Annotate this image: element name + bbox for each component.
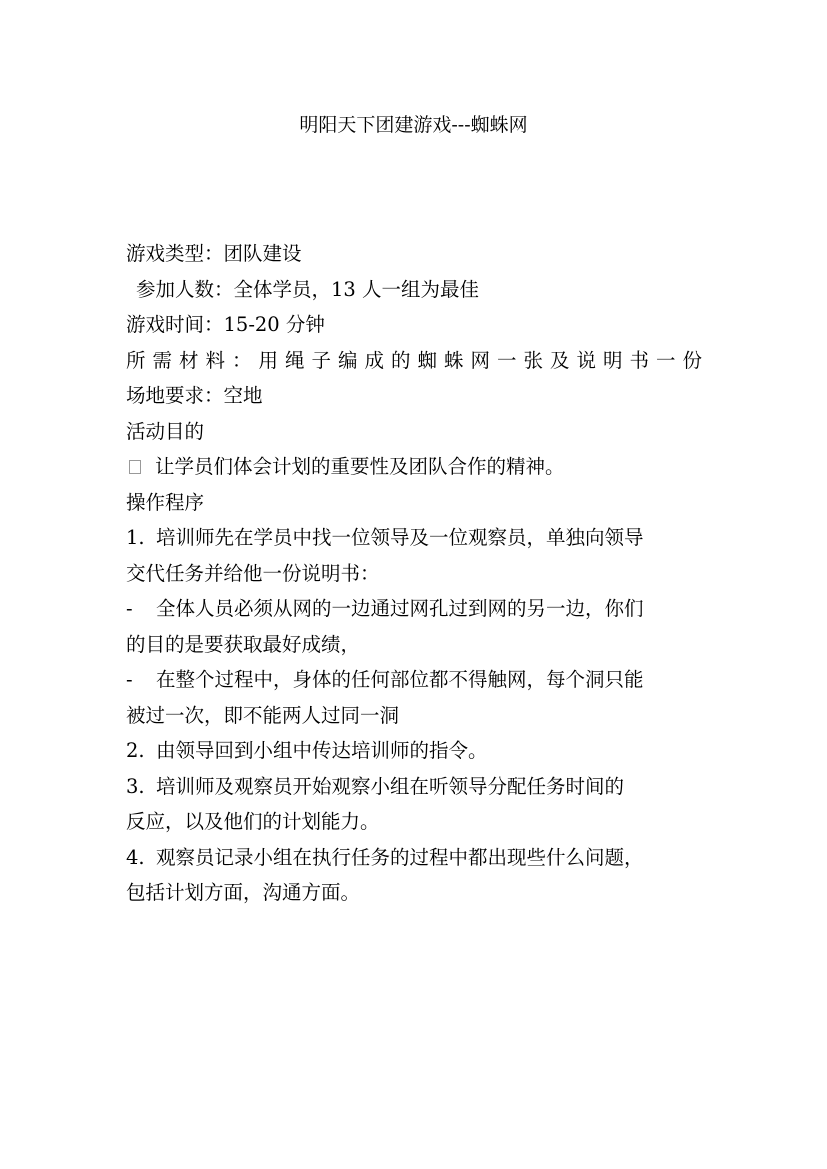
step-4-text: 观察员记录小组在执行任务的过程中都出现些什么问题，	[156, 845, 644, 869]
document-title: 明阳天下团建游戏---蜘蛛网	[299, 114, 528, 136]
step-2-text: 由领导回到小组中传达培训师的指令。	[156, 739, 488, 762]
document-body	[126, 236, 702, 911]
info-venue: 场地要求：空地	[126, 384, 263, 407]
rule-1-dash: -	[126, 597, 133, 620]
rule-2-line-1	[126, 662, 702, 698]
info-duration: 游戏时间：15-20 分钟	[126, 313, 325, 336]
step-4-number: 4.	[126, 845, 145, 869]
rule-1-text: 全体人员必须从网的一边通过网孔过到网的另一边，你们	[156, 597, 644, 620]
step-3-line-2: 反应，以及他们的计划能力。	[126, 810, 380, 833]
step-1-line-1	[126, 520, 702, 556]
step-1-text: 培训师先在学员中找一位领导及一位观察员，单独向领导	[156, 526, 644, 549]
step-2-line-1	[126, 733, 702, 769]
rule-2-dash: -	[126, 668, 133, 691]
step-4-line-1	[126, 840, 702, 876]
info-materials: 所需材料：用绳子编成的蜘蛛网一张及说明书一份	[126, 348, 702, 372]
rule-1-line-2: 的目的是要获取最好成绩，	[126, 632, 361, 656]
empty-box-icon	[129, 460, 141, 474]
objective-item-text: 让学员们体会计划的重要性及团队合作的精神。	[155, 455, 565, 478]
step-1-number: 1.	[126, 526, 145, 549]
step-4-line-2: 包括计划方面，沟通方面。	[126, 881, 361, 904]
step-3-text: 培训师及观察员开始观察小组在听领导分配任务时间的	[156, 774, 625, 798]
objective-item	[126, 449, 702, 485]
info-game-type: 游戏类型：团队建设	[126, 242, 302, 265]
info-participants: 参加人数：全体学员，13 人一组为最佳	[136, 277, 480, 301]
procedure-heading: 操作程序	[126, 490, 205, 514]
objective-heading: 活动目的	[126, 419, 205, 443]
rule-1-line-1	[126, 591, 702, 627]
step-3-line-1	[126, 769, 702, 805]
step-1-line-2: 交代任务并给他一份说明书：	[126, 561, 380, 585]
rule-2-text: 在整个过程中，身体的任何部位都不得触网，每个洞只能	[156, 668, 644, 691]
step-2-number: 2.	[126, 739, 145, 762]
step-3-number: 3.	[126, 774, 145, 798]
rule-2-line-2: 被过一次，即不能两人过同一洞	[126, 703, 400, 727]
